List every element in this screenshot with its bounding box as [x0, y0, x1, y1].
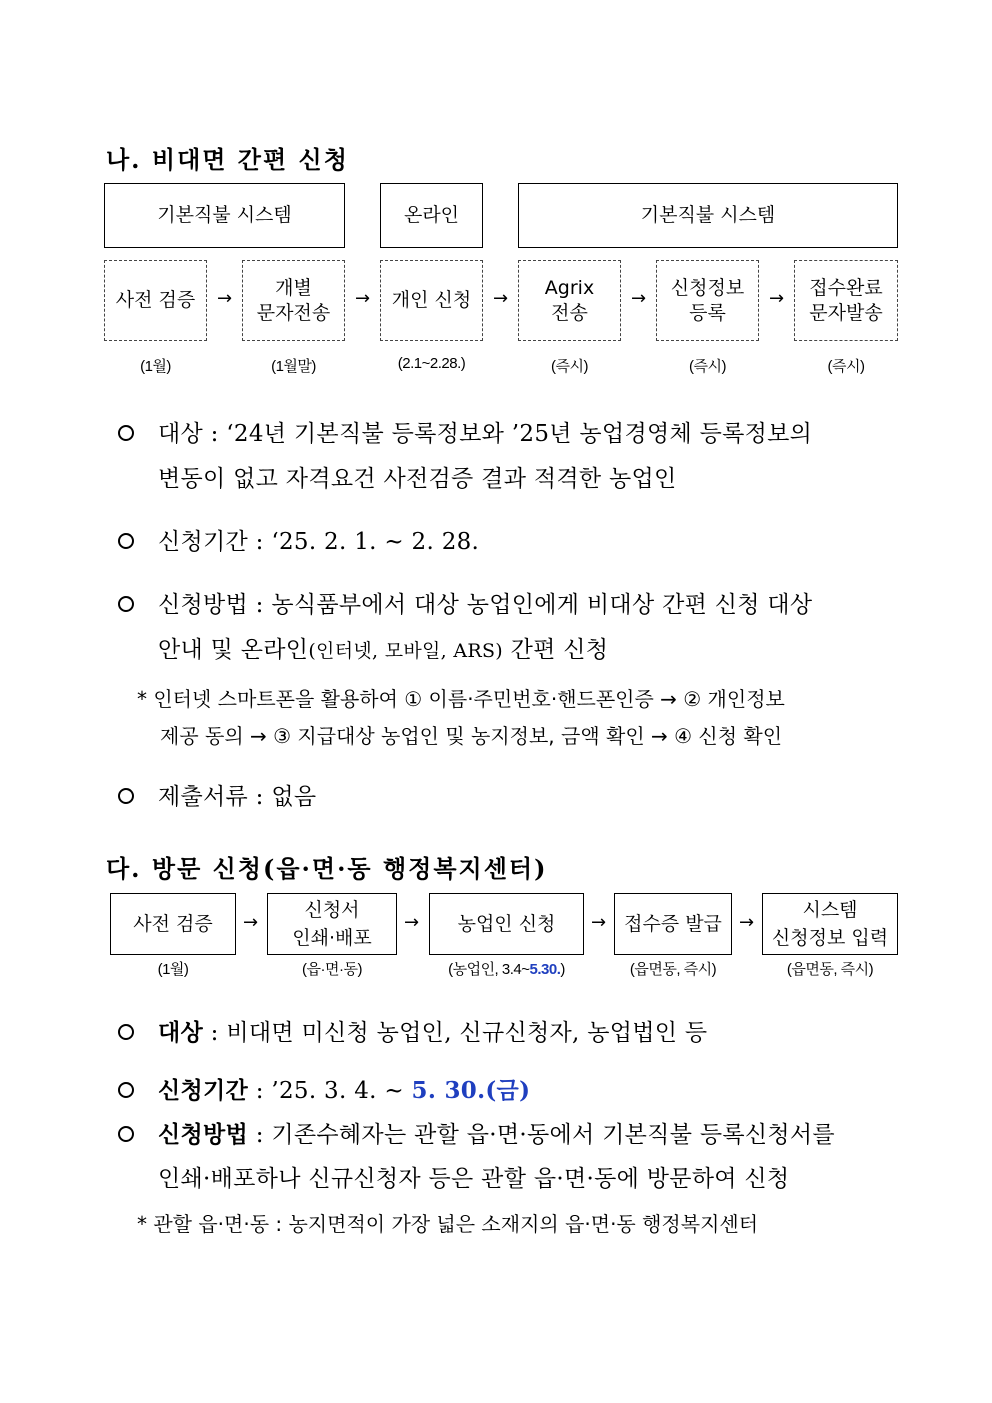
arrow-icon: → [493, 288, 509, 309]
step-agrix: Agrix 전송 [518, 260, 621, 341]
note-line-1: * 인터넷 스마트폰을 활용하여 ① 이름·주민번호·핸드폰인증 → ② 개인정보 [137, 687, 785, 711]
visit-step-print: 신청서 인쇄·배포 [267, 893, 397, 955]
visit-step-time: (농업인, 3.4~5.30.) [448, 961, 565, 978]
target-line-2: 변동이 없고 자격요건 사전검증 결과 적격한 농업인 [158, 466, 677, 492]
arrow-icon: → [631, 288, 647, 309]
step-time: (즉시) [689, 358, 726, 375]
documents-line: 제출서류 : 없음 [158, 784, 317, 810]
step-register: 신청정보 등록 [656, 260, 759, 341]
arrow-icon: → [355, 288, 371, 309]
system-box-2: 기본직불 시스템 [518, 183, 898, 248]
section-da-heading: 다. 방문 신청(읍·면·동 행정복지센터) [106, 854, 548, 883]
step-time: (2.1~2.28.) [397, 355, 466, 372]
arrow-icon: → [217, 288, 233, 309]
target-line-1: 대상 : ‘24년 기본직불 등록정보와 ’25년 농업경영체 등록정보의 [158, 421, 813, 447]
arrow-icon: → [769, 288, 785, 309]
bullet-icon [118, 596, 134, 612]
visit-step-time: (읍·면·동) [302, 961, 362, 978]
visit-step-receipt: 접수증 발급 [614, 893, 732, 955]
step-time: (1월말) [271, 358, 316, 375]
step-personal-apply: 개인 신청 [380, 260, 483, 341]
step-time: (즉시) [827, 358, 865, 375]
bullet-icon [118, 1024, 134, 1040]
visit-method-line-2: 인쇄·배포하나 신규신청자 등은 관할 읍·면·동에 방문하여 신청 [158, 1166, 790, 1192]
method-line-2: 안내 및 온라인(인터넷, 모바일, ARS) 간편 신청 [158, 637, 609, 663]
section-na-heading: 나. 비대면 간편 신청 [106, 145, 349, 174]
arrow-icon: → [404, 912, 420, 933]
online-box: 온라인 [380, 183, 483, 248]
step-sms: 개별 문자전송 [242, 260, 345, 341]
bullet-icon [118, 1082, 134, 1098]
method-line-1: 신청방법 : 농식품부에서 대상 농업인에게 비대상 간편 신청 대상 [158, 592, 813, 618]
visit-period-line: 신청기간 : ’25. 3. 4. ~ 5. 30.(금) [158, 1077, 531, 1104]
visit-target-line: 대상 : 비대면 미신청 농업인, 신규신청자, 농업법인 등 [158, 1019, 708, 1046]
bullet-icon [118, 788, 134, 804]
step-time: (1월) [140, 358, 171, 375]
visit-step-time: (읍면동, 즉시) [629, 961, 717, 978]
bullet-icon [118, 533, 134, 549]
system-box-1: 기본직불 시스템 [104, 183, 345, 248]
arrow-icon: → [591, 912, 607, 933]
bullet-icon [118, 1126, 134, 1142]
step-time: (즉시) [551, 358, 588, 375]
visit-note: * 관할 읍·면·동 : 농지면적이 가장 넓은 소재지의 읍·면·동 행정복지센터 [137, 1212, 759, 1236]
arrow-icon: → [739, 912, 755, 933]
visit-step-farmer-apply: 농업인 신청 [429, 893, 584, 955]
visit-step-time: (1월) [157, 961, 189, 978]
visit-method-line-1: 신청방법 : 기존수혜자는 관할 읍·면·동에서 기본직불 등록신청서를 [158, 1121, 835, 1148]
arrow-icon: → [243, 912, 259, 933]
step-pre-verify: 사전 검증 [104, 260, 207, 341]
bullet-icon [118, 425, 134, 441]
visit-step-system-input: 시스템 신청정보 입력 [762, 893, 898, 955]
visit-step-pre-verify: 사전 검증 [110, 893, 236, 955]
step-complete-sms: 접수완료 문자발송 [794, 260, 898, 341]
note-line-2: 제공 동의 → ③ 지급대상 농업인 및 농지정보, 금액 확인 → ④ 신청 확인 [160, 724, 783, 748]
visit-step-time: (읍면동, 즉시) [786, 961, 874, 978]
period-line: 신청기간 : ‘25. 2. 1. ~ 2. 28. [158, 529, 480, 555]
